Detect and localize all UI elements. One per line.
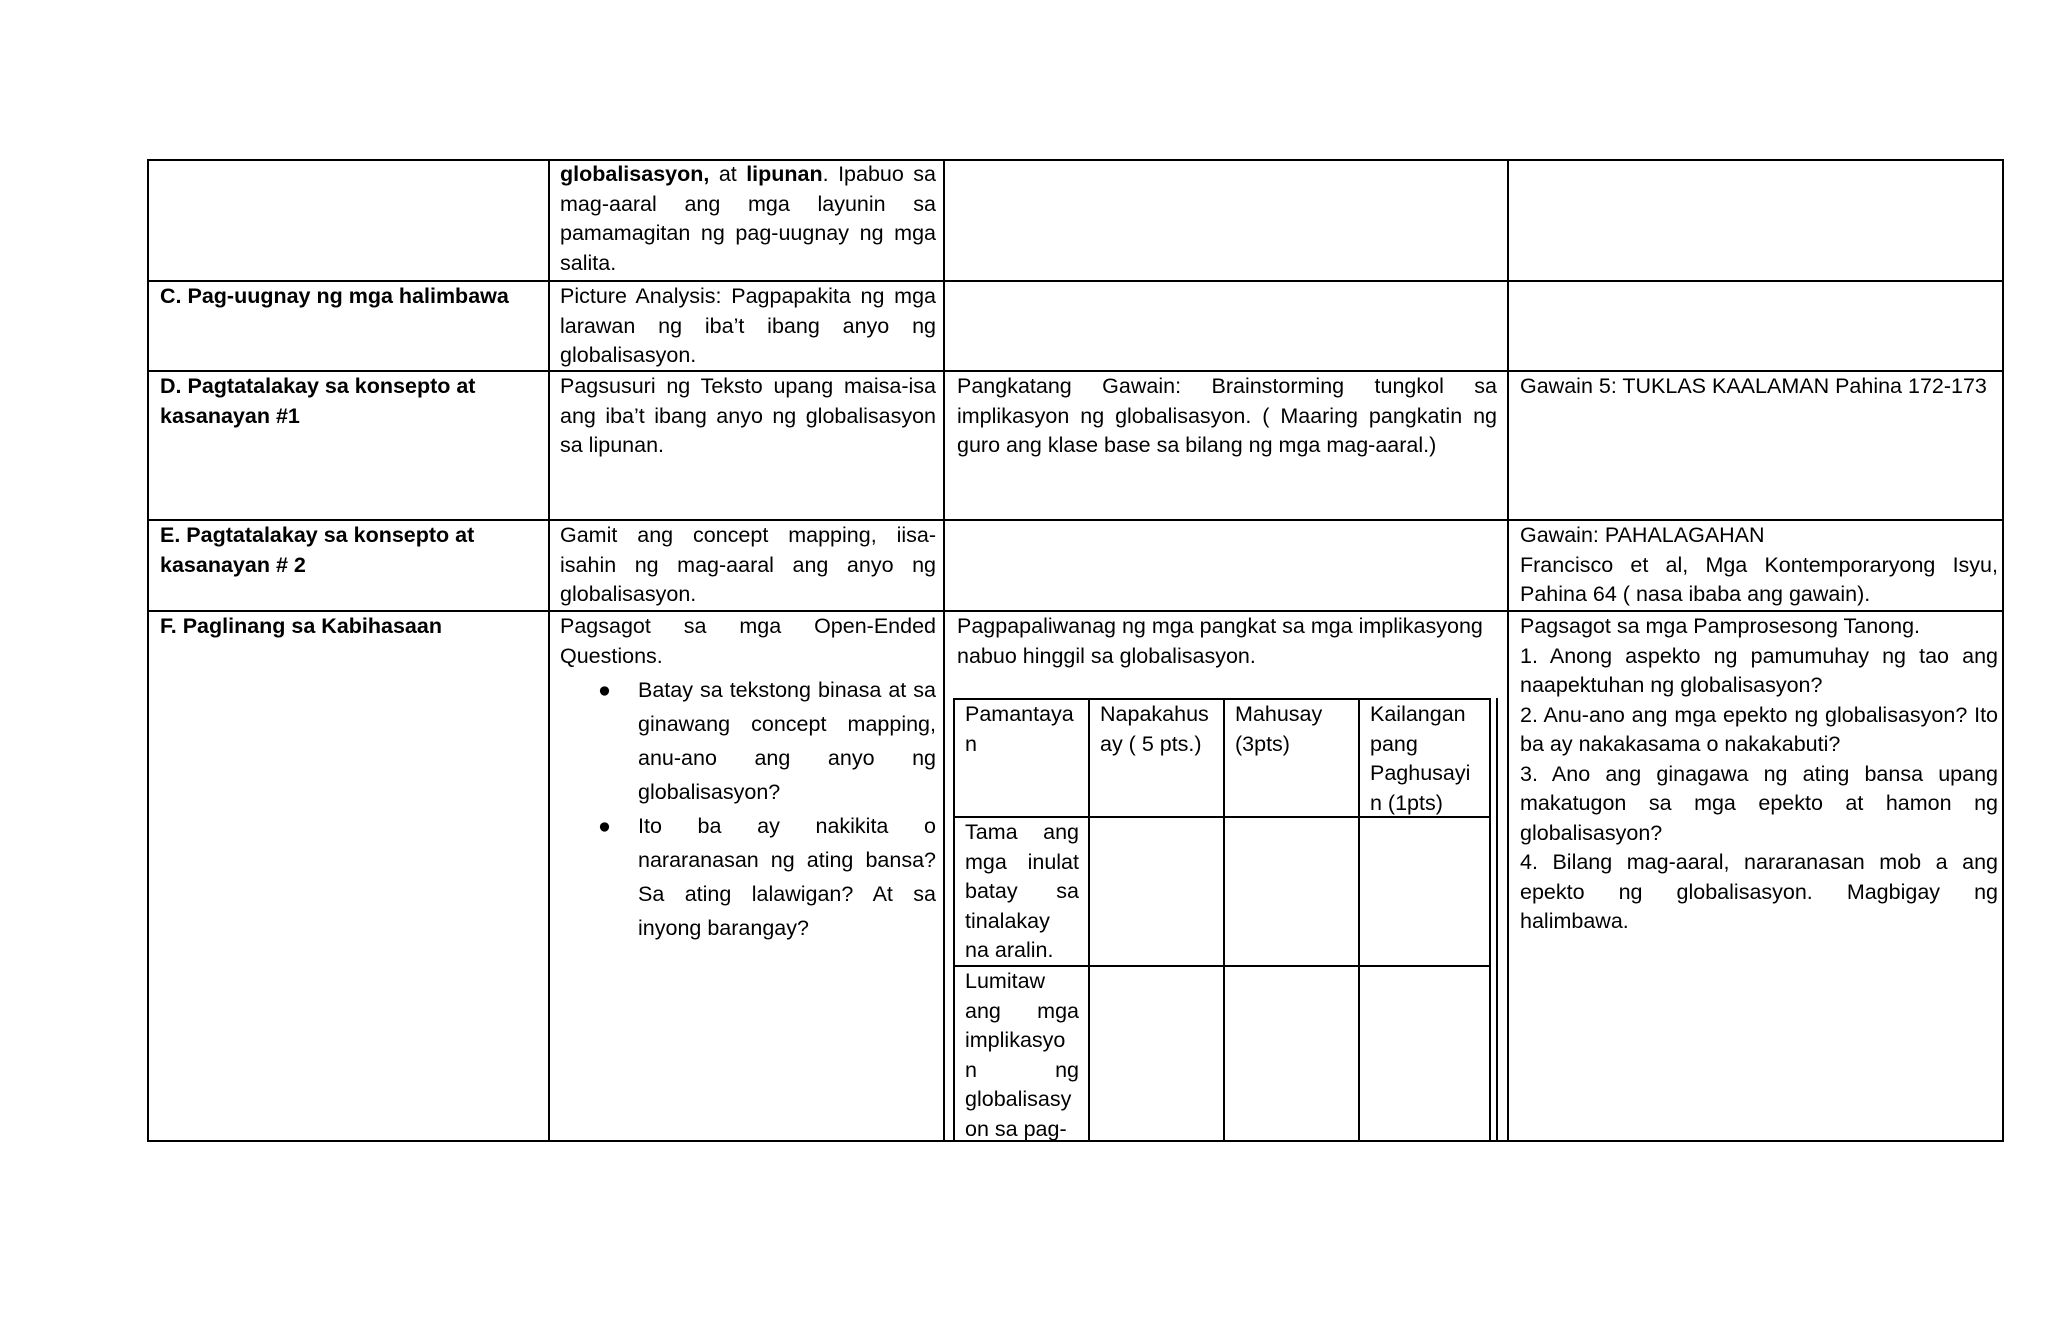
row-d-group-task: Pangkatang Gawain: Brainstorming tungkol sa implikasyon ng globalisasyon. ( Maaring pangkatin ng guro ang klase base sa bilang ng mga mag-aaral.) <box>957 374 1497 457</box>
row-f-activity <box>560 612 936 945</box>
column-divider <box>1496 698 1498 1140</box>
row-f-label: F. Paglinang sa Kabihasaan <box>160 614 442 638</box>
text-fragment: . Ipabuo sa mag-aaral ang mga layunin sa pamamagitan ng pag-uugnay ng mga salita. <box>560 162 936 275</box>
row-f-intro: Pagsagot sa mga Open-Ended Questions. <box>560 614 936 668</box>
lesson-plan-table <box>147 159 2004 1142</box>
processing-question: 2. Anu-ano ang mga epekto ng globalisasyon? Ito ba ay nakakasama o nakakabuti? <box>1520 702 1998 756</box>
row-e-reference <box>1520 521 1998 610</box>
bold-term-lipunan: lipunan <box>746 162 823 186</box>
question-list <box>560 673 936 945</box>
rubric-column-divider <box>1358 700 1360 1142</box>
bullet-icon: ● <box>598 814 611 838</box>
bold-term-globalisasyon: globalisasyon, <box>560 162 710 186</box>
list-item-text: Ito ba ay nakikita o nararanasan ng ating bansa? Sa ating lalawigan? At sa inyong barangay? <box>638 814 936 940</box>
rubric-column-divider <box>1223 700 1225 1142</box>
rubric-header-excellent: Napakahus ay ( 5 pts.) <box>1100 702 1209 756</box>
row-f-processing-questions <box>1520 612 1998 937</box>
rubric-criterion: Lumitaw ang mga implikasyo n ng globalisasy on sa pag- <box>965 969 1079 1141</box>
list-item <box>560 673 936 809</box>
row-e-reference-source: Francisco et al, Mga Kontemporaryong Isyu, Pahina 64 ( nasa ibaba ang gawain). <box>1520 552 1998 606</box>
processing-intro: Pagsagot sa mga Pamprosesong Tanong. <box>1520 614 1921 638</box>
row-e-label: E. Pagtatalakay sa konsepto at kasanayan # 2 <box>160 523 475 577</box>
rubric-criterion: Tama ang mga inulat batay sa tinalakay na aralin. <box>965 820 1079 962</box>
column-divider <box>943 161 945 1140</box>
processing-question: 4. Bilang mag-aaral, nararanasan mob a ang epekto ng globalisasyon. Magbigay ng halimbawa. <box>1520 850 1998 933</box>
text-fragment: at <box>709 162 747 186</box>
rubric-header-criteria: Pamantaya n <box>965 702 1074 756</box>
rubric-header-needs-improvement: Kailangan pang Paghusayi n (1pts) <box>1370 702 1471 815</box>
row-c-activity: Picture Analysis: Pagpapakita ng mga larawan ng iba’t ibang anyo ng globalisasyon. <box>560 284 936 367</box>
rubric-table <box>953 698 1491 1142</box>
rubric-column-divider <box>1088 700 1090 1142</box>
processing-question: 3. Ano ang ginagawa ng ating bansa upang makatugon sa mga epekto at hamon ng globalisasyon? <box>1520 761 1998 845</box>
list-item <box>560 809 936 945</box>
row-f-group-explanation: Pagpapaliwanag ng mga pangkat sa mga implikasyong nabuo hinggil sa globalisasyon. <box>957 614 1483 668</box>
column-divider <box>1507 161 1509 1140</box>
row-e-reference-title: Gawain: PAHALAGAHAN <box>1520 523 1765 547</box>
row-d-activity: Pagsusuri ng Teksto upang maisa-isa ang iba’t ibang anyo ng globalisasyon sa lipunan. <box>560 374 936 457</box>
list-item-text: Batay sa tekstong binasa at sa ginawang concept mapping, anu-ano ang anyo ng globalisasyon? <box>638 678 936 804</box>
top-row-activity <box>560 160 936 278</box>
column-divider <box>548 161 550 1140</box>
row-c-label: C. Pag-uugnay ng mga halimbawa <box>160 284 509 308</box>
row-d-label: D. Pagtatalakay sa konsepto at kasanayan #1 <box>160 374 476 428</box>
row-d-reference: Gawain 5: TUKLAS KAALAMAN Pahina 172-173 <box>1520 374 1987 398</box>
row-e-activity: Gamit ang concept mapping, iisa-isahin ng mag-aaral ang anyo ng globalisasyon. <box>560 523 936 606</box>
rubric-header-good: Mahusay (3pts) <box>1235 702 1323 756</box>
processing-question: 1. Anong aspekto ng pamumuhay ng tao ang naapektuhan ng globalisasyon? <box>1520 643 1998 697</box>
bullet-icon: ● <box>598 678 611 702</box>
